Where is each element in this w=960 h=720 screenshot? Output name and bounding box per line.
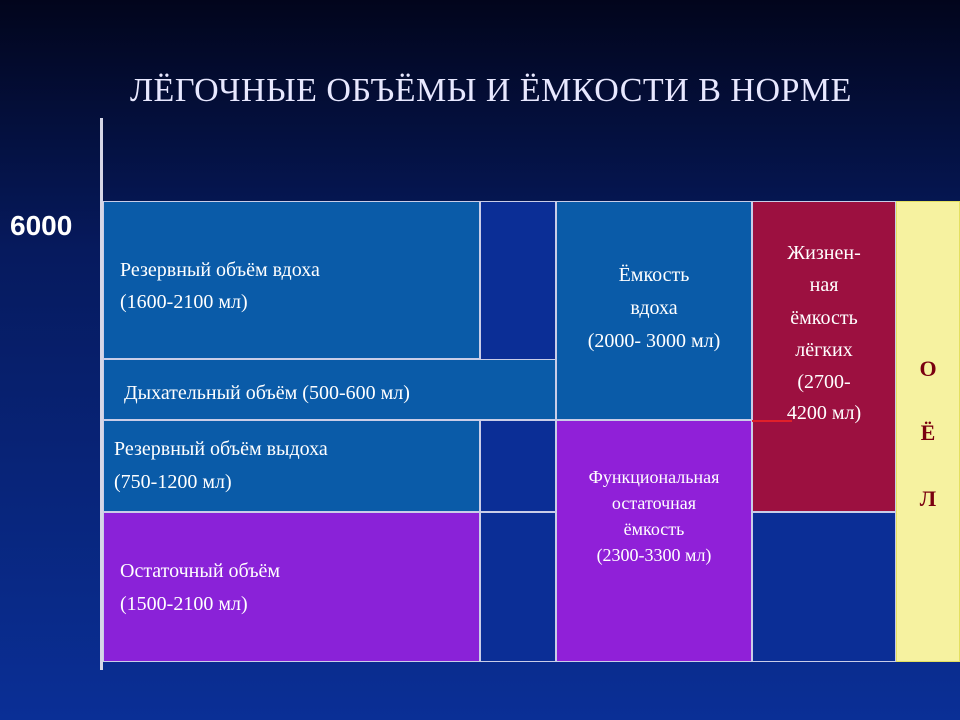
vc-line1: Жизнен- [787,242,861,264]
ic-line2: вдоха [630,297,678,319]
irv-name: Резервный объём вдоха [120,259,320,281]
vc-lower-box [752,512,896,662]
frc-line1: Функциональная [588,467,720,487]
frc-line4: (2300-3300 мл) [596,545,712,565]
ic-line3: (2000- 3000 мл) [587,330,721,352]
axis-tick-6000: 6000 [10,210,73,241]
vc-line4: лёгких [795,339,853,361]
vc-line5: (2700- [797,371,851,393]
vc-line6: 4200 мл) [786,402,862,424]
page-title: ЛЁГОЧНЫЕ ОБЪЁМЫ И ЁМКОСТИ В НОРМЕ [130,72,852,109]
tlc-letter-yo: Ё [920,420,936,445]
tv-label: Дыхательный объём (500-600 мл) [124,382,410,404]
tlc-letter-l: Л [919,486,937,511]
erv-spacer-box [480,420,556,512]
vc-line2: ная [809,274,839,296]
rv-box [103,512,480,662]
rv-spacer-box [480,512,556,662]
rv-name: Остаточный объём [120,560,281,582]
vc-line3: ёмкость [790,307,858,329]
ic-line1: Ёмкость [618,264,690,286]
rv-range: (1500-2100 мл) [120,593,248,615]
erv-range: (750-1200 мл) [114,471,232,493]
tlc-letter-o: О [919,356,937,381]
irv-range: (1600-2100 мл) [120,291,248,313]
frc-line2: остаточная [611,493,697,513]
erv-name: Резервный объём выдоха [114,438,328,460]
frc-line3: ёмкость [623,519,685,539]
